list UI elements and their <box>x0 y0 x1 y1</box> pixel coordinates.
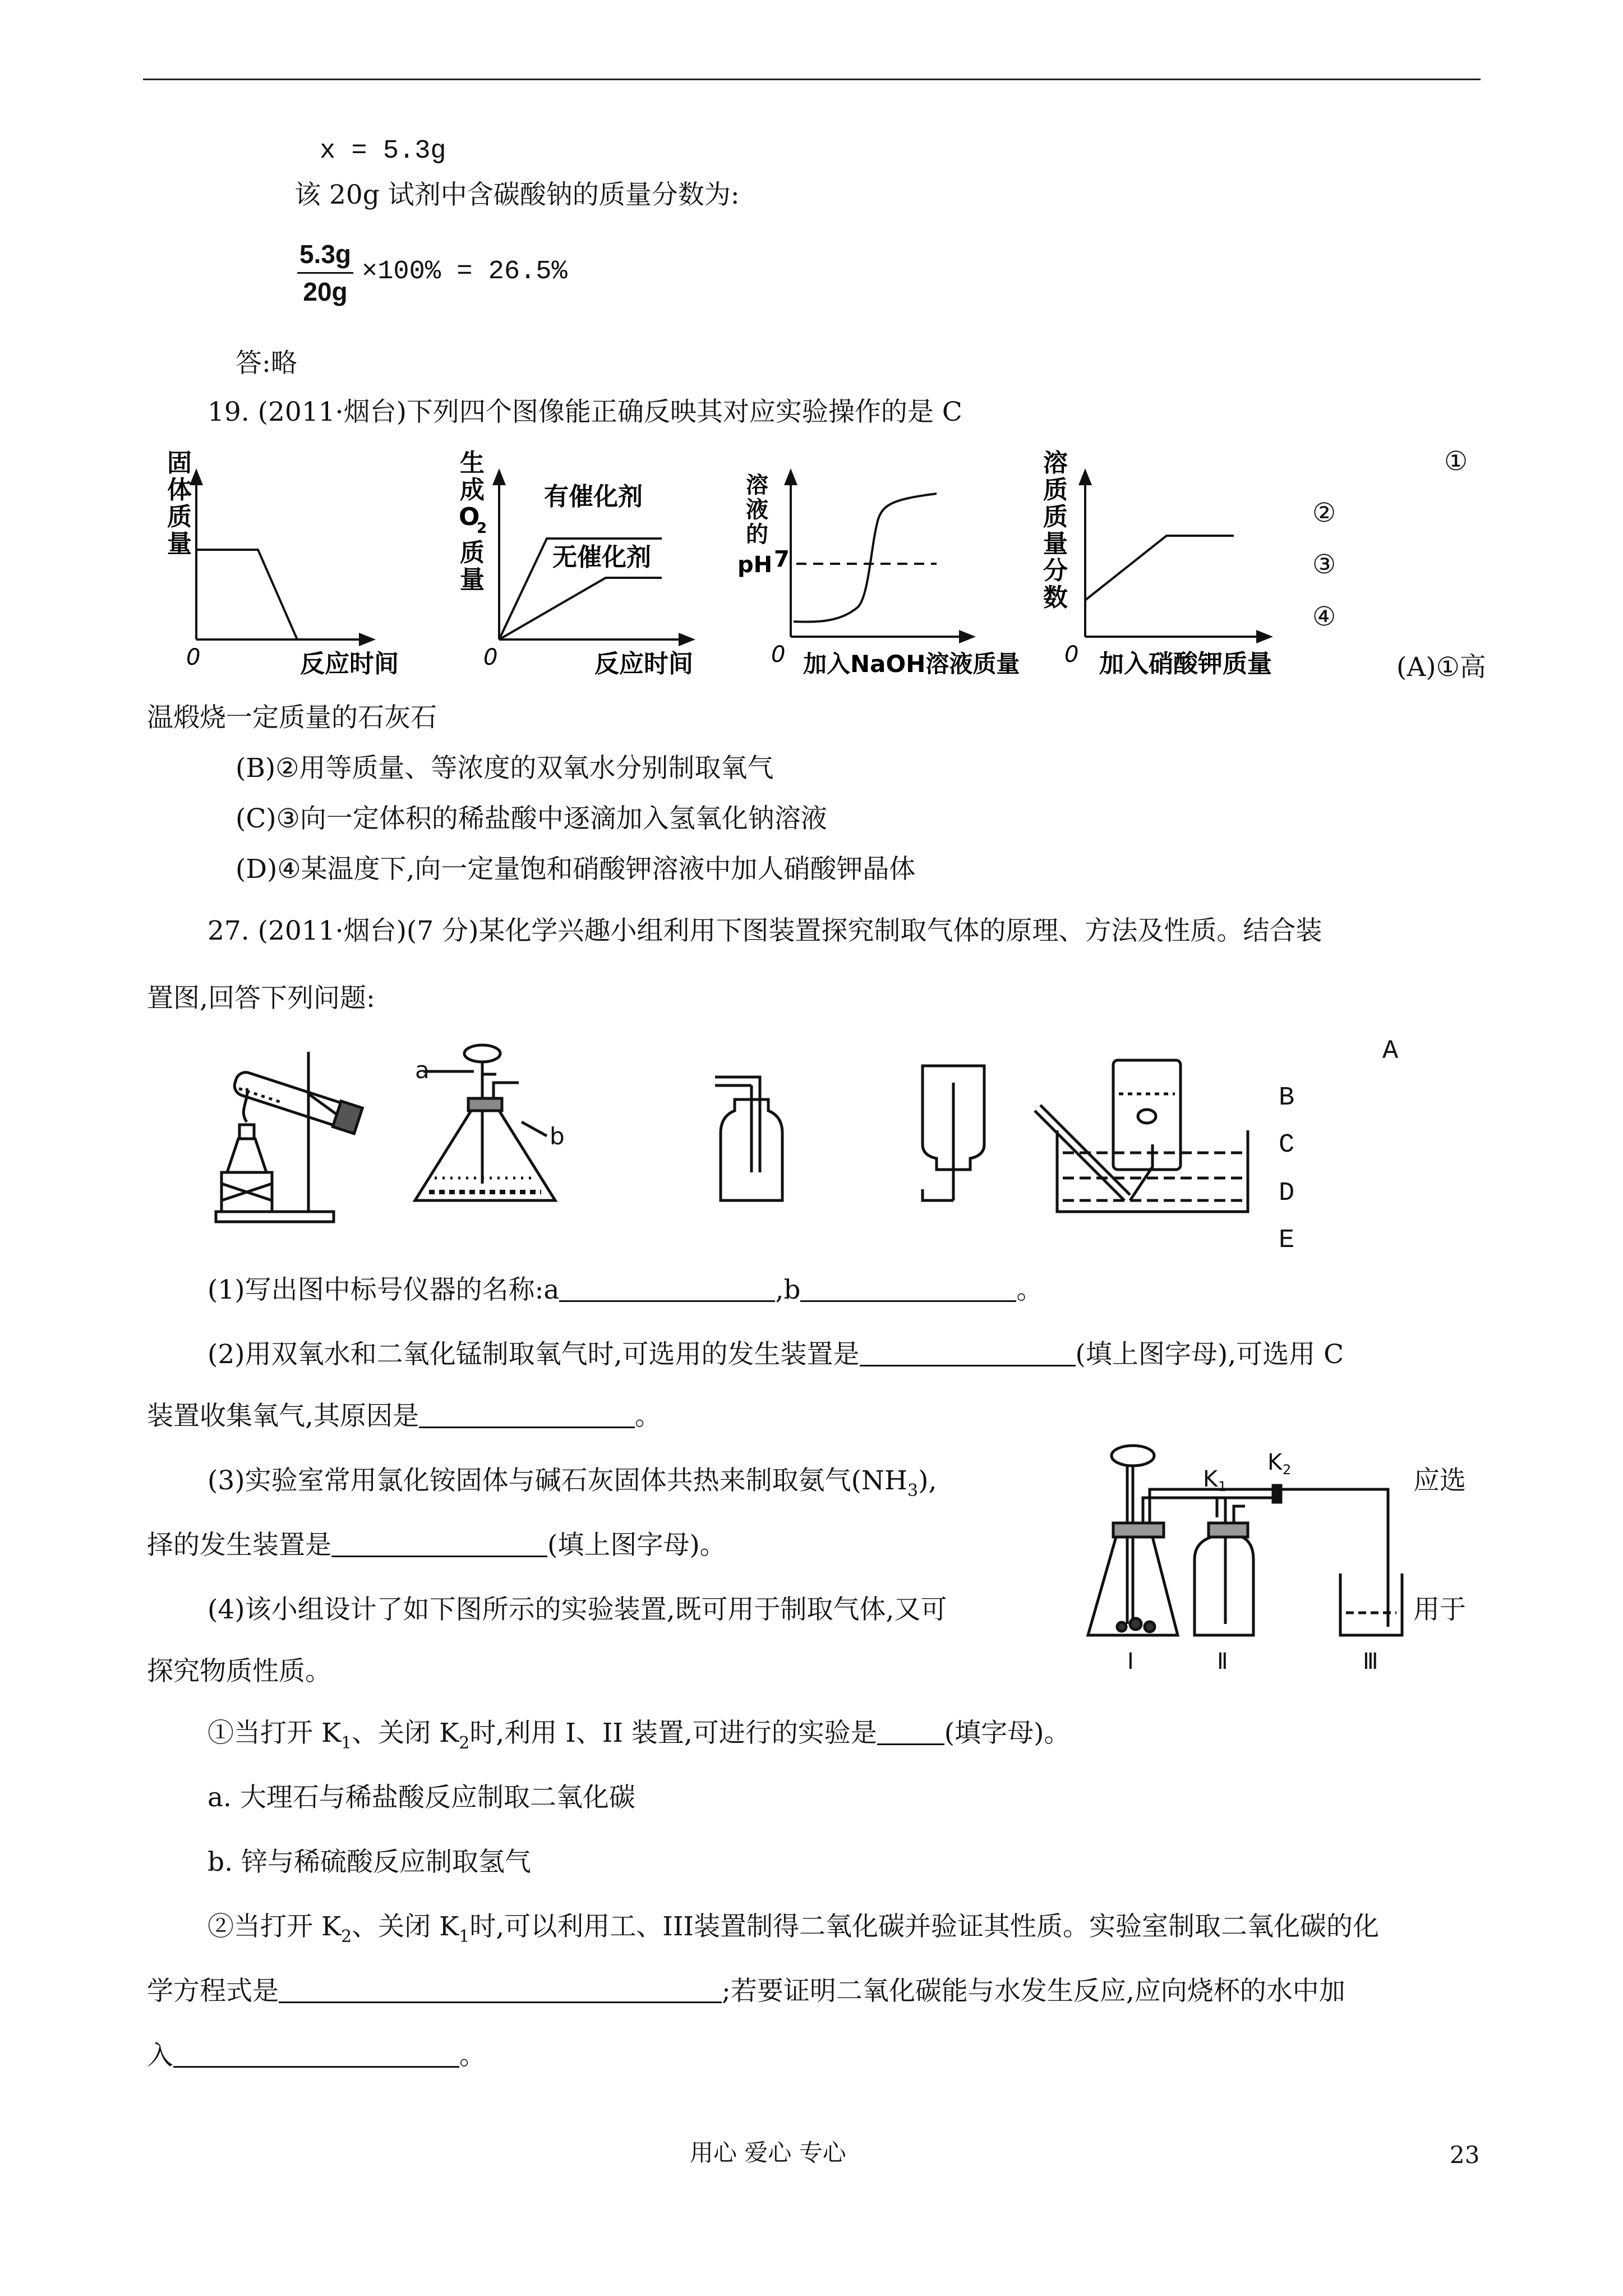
q27-part2b-end: 。 <box>634 1401 661 1432</box>
q19-option-d: (D)④某温度下,向一定量饱和硝酸钾溶液中加人硝酸钾晶体 <box>236 854 916 885</box>
apparatus-ii <box>1195 1485 1281 1635</box>
apparatus-e <box>1035 1060 1248 1212</box>
q27-sub2-mid: 、关闭 K <box>352 1911 459 1942</box>
graph-1 <box>167 449 399 678</box>
q27-part3b-prompt: 择的发生装置是 <box>147 1530 331 1561</box>
q27-part1-end: 。 <box>1016 1274 1043 1305</box>
apparatus-iii <box>1340 1573 1402 1635</box>
header-rule <box>143 79 1481 80</box>
label-iii: Ⅲ <box>1363 1649 1378 1674</box>
q27-part1-prompt: (1)写出图中标号仪器的名称:a <box>208 1274 560 1305</box>
g4-ylabel-5: 数 <box>1043 583 1068 612</box>
combined-apparatus-figure <box>1082 1433 1408 1680</box>
calc-fraction-rest: ×100% = 26.5% <box>362 257 568 287</box>
page-number: 23 <box>1450 2141 1480 2169</box>
q27-sub1-mid: 、关闭 K <box>352 1718 459 1749</box>
q27-sub1-post: 时,利用 I、II 装置,可进行的实验是 <box>469 1718 877 1749</box>
graph-2 <box>459 449 695 678</box>
q27-sub2c-prompt: 入 <box>147 2040 173 2071</box>
apparatus-figure <box>199 1032 1265 1234</box>
label-k2-sub: 2 <box>1283 1462 1292 1478</box>
label-ii: Ⅱ <box>1217 1649 1228 1674</box>
q27-sub2-post: 时,可以利用工、III装置制得二氧化碳并验证其性质。实验室制取二氧化碳的化 <box>469 1911 1379 1942</box>
g3-ylabel-2: 的 <box>746 522 768 547</box>
g4-ylabel-4: 分 <box>1043 556 1068 585</box>
g2-ylabel-5: 量 <box>460 565 485 594</box>
q27-part3-prompt: (3)实验室常用氯化铵固体与碱石灰固体共热来制取氨气(NH <box>208 1465 908 1496</box>
q27-part2b-prompt: 装置收集氧气,其原因是 <box>147 1401 419 1432</box>
apparatus-c <box>715 1077 782 1200</box>
fraction-denominator: 20g <box>303 277 348 306</box>
g2-xlabel: 反应时间 <box>594 650 693 678</box>
q27-sub1-k1-sub: 1 <box>341 1733 352 1753</box>
g1-xlabel: 反应时间 <box>300 650 399 678</box>
q19-option-a-tail: (A)①高 <box>1396 652 1486 683</box>
g2-line-a-label: 有催化剂 <box>544 482 643 511</box>
q27-sub2b-mid: ;若要证明二氧化碳能与水发生反应,应向烧杯的水中加 <box>722 1976 1345 2007</box>
q19-option-b: (B)②用等质量、等浓度的双氧水分别制取氧气 <box>236 753 774 784</box>
g2-line-b-label: 无催化剂 <box>552 543 651 572</box>
label-i: I <box>1127 1649 1134 1674</box>
apparatus-b <box>415 1045 565 1200</box>
q27-sub2c-end: 。 <box>459 2040 486 2071</box>
q27-sub2-line3 <box>147 2039 486 2073</box>
label-k1: K <box>1203 1466 1218 1492</box>
q19-marker-1: ① <box>1444 446 1468 477</box>
q27-part1-mid: ,b <box>775 1274 801 1305</box>
q27-part2 <box>208 1338 1344 1372</box>
calc-x-line: x = 5.3g <box>320 136 446 166</box>
apparatus-a <box>216 1052 362 1222</box>
q27-part3-post: ), <box>918 1465 937 1496</box>
answer-blank-reagent[interactable] <box>173 2044 459 2068</box>
graph-4 <box>1043 449 1273 678</box>
g1-ylabel-1: 体 <box>167 476 192 504</box>
q27-part3-right: 应选 <box>1413 1465 1466 1496</box>
q27-part4-right: 用于 <box>1413 1594 1466 1625</box>
g4-ylabel-0: 溶 <box>1043 449 1068 477</box>
g2-ylabel-1: 成 <box>460 476 485 504</box>
g1-ylabel-2: 质 <box>167 503 192 531</box>
g4-ylabel-1: 质 <box>1043 476 1068 504</box>
q27-part3 <box>208 1464 937 1508</box>
g2-origin: 0 <box>483 645 498 670</box>
fraction <box>297 238 353 307</box>
g4-origin: 0 <box>1064 642 1079 668</box>
q19-option-a-cont: 温煅烧一定质量的石灰石 <box>147 702 437 733</box>
answer-blank-generator[interactable] <box>860 1342 1076 1366</box>
q27-part4: (4)该小组设计了如下图所示的实验装置,既可用于制取气体,又可 <box>208 1594 947 1625</box>
g4-ylabel-2: 质 <box>1043 503 1068 531</box>
g2-ylabel-3: 2 <box>477 520 487 537</box>
q27-part2-line2 <box>147 1400 661 1433</box>
q27-part1 <box>208 1273 1043 1307</box>
letter-b: B <box>1279 1083 1295 1113</box>
letter-e: E <box>1279 1226 1295 1255</box>
q27-part2-prompt: (2)用双氧水和二氧化锰制取氧气时,可选用的发生装置是 <box>208 1339 860 1370</box>
q27-part2-end: (填上图字母),可选用 C <box>1075 1339 1344 1370</box>
q27-part3-line2 <box>147 1529 726 1562</box>
calc-answer: 答:略 <box>236 348 297 379</box>
q27-part3b-end: (填上图字母)。 <box>547 1530 726 1561</box>
q27-sub2-k2-sub: 2 <box>341 1927 352 1947</box>
g2-ylabel-0: 生 <box>460 449 485 477</box>
answer-blank-nh3-generator[interactable] <box>331 1533 547 1557</box>
graph-3 <box>737 468 1020 678</box>
g2-ylabel-4: 质 <box>460 539 485 567</box>
letter-d: D <box>1279 1179 1295 1208</box>
answer-blank-equation[interactable] <box>279 1979 722 2003</box>
q27-part3-sub: 3 <box>907 1481 919 1501</box>
fraction-bar <box>297 272 353 274</box>
q19-marker-3: ③ <box>1312 549 1336 580</box>
q27-sub2-line2 <box>147 1975 1345 2008</box>
footer-motto: 用心 爱心 专心 <box>690 2139 846 2166</box>
g2-ylabel-2: O <box>459 503 480 531</box>
fraction-numerator: 5.3g <box>299 240 352 269</box>
q27-sub2-k1-sub: 1 <box>459 1927 470 1947</box>
g1-origin: 0 <box>186 645 201 670</box>
q27-sub1-end: (填字母)。 <box>944 1718 1071 1749</box>
g3-origin: 0 <box>771 642 786 668</box>
g1-ylabel-3: 量 <box>167 530 192 558</box>
q27-sub1-k2-sub: 2 <box>459 1733 470 1753</box>
q19-marker-4: ④ <box>1312 601 1336 632</box>
apparatus-i <box>1088 1446 1388 1635</box>
q19-stem: 19. (2011·烟台)下列四个图像能正确反映其对应实验操作的是 C <box>208 397 962 427</box>
g3-ylabel-1: 液 <box>746 497 768 523</box>
q27-stem-line1: 27. (2011·烟台)(7 分)某化学兴趣小组利用下图装置探究制取气体的原理、方法及性质。结合装 <box>208 915 1322 946</box>
g1-ylabel-0: 固 <box>167 449 192 477</box>
q27-sub1 <box>208 1717 1070 1760</box>
g3-ylabel-3: pH <box>737 552 773 578</box>
q27-sub2b-prompt: 学方程式是 <box>147 1976 279 2007</box>
g3-xlabel: 加入NaOH溶液质量 <box>803 650 1020 678</box>
label-k1-sub: 1 <box>1218 1479 1227 1494</box>
g3-seven-label: 7 <box>774 546 790 572</box>
label-a: a <box>415 1056 430 1084</box>
q19-option-c: (C)③向一定体积的稀盐酸中逐滴加入氢氧化钠溶液 <box>236 803 827 834</box>
answer-blank-a[interactable] <box>559 1278 775 1302</box>
letter-c: C <box>1279 1130 1295 1160</box>
answer-blank-experiment[interactable] <box>877 1721 944 1745</box>
answer-blank-reason[interactable] <box>419 1404 635 1428</box>
apparatus-d <box>923 1066 984 1200</box>
q19-marker-2: ② <box>1312 498 1336 528</box>
answer-blank-b[interactable] <box>800 1278 1016 1302</box>
q27-sub1-prompt: ①当打开 K <box>208 1718 342 1749</box>
q19-graphs <box>151 443 1290 696</box>
g3-ylabel-0: 溶 <box>746 472 768 498</box>
q27-option-b: b. 锌与稀硫酸反应制取氢气 <box>208 1847 531 1878</box>
g4-ylabel-3: 量 <box>1043 530 1068 558</box>
label-k2: K <box>1267 1450 1283 1475</box>
label-b: b <box>550 1122 565 1150</box>
g4-xlabel: 加入硝酸钾质量 <box>1099 650 1272 678</box>
q27-sub2-prompt: ②当打开 K <box>208 1911 342 1942</box>
q27-option-a: a. 大理石与稀盐酸反应制取二氧化碳 <box>208 1782 635 1813</box>
q27-sub2 <box>208 1910 1379 1954</box>
letter-a: A <box>1382 1037 1399 1066</box>
calc-intro: 该 20g 试剂中含碳酸钠的质量分数为: <box>294 180 740 210</box>
q27-stem-line2: 置图,回答下列问题: <box>147 983 375 1014</box>
q27-part4-line2: 探究物质性质。 <box>147 1656 331 1687</box>
